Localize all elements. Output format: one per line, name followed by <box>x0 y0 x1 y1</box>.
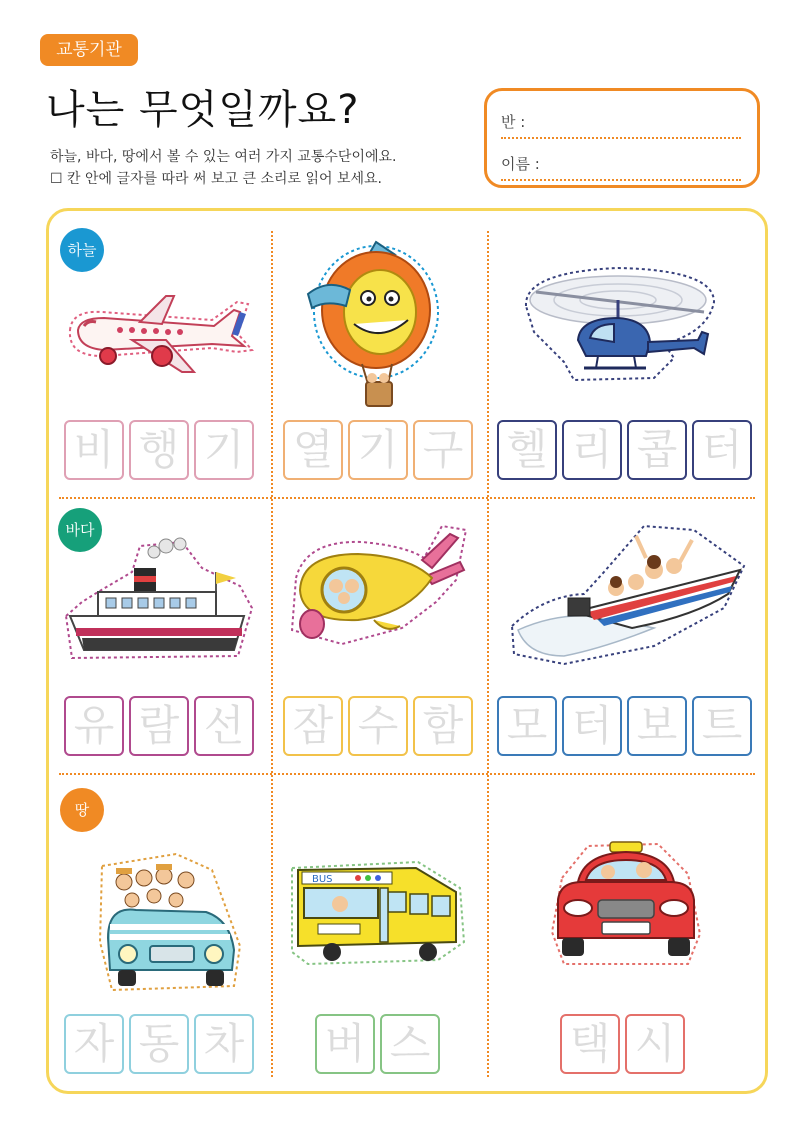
tracing-box[interactable]: 동 <box>129 1014 189 1074</box>
submarine-icon <box>282 520 474 656</box>
tracing-box[interactable]: 수 <box>348 696 408 756</box>
tracing-box[interactable]: 비 <box>64 420 124 480</box>
tracing-box[interactable]: 터 <box>692 420 752 480</box>
hot-air-balloon-icon <box>298 232 446 414</box>
tracing-boxes-airplane <box>64 420 254 480</box>
category-badge-land: 땅 <box>60 788 104 832</box>
category-badge-sky: 하늘 <box>60 228 104 272</box>
bus-icon <box>288 858 468 968</box>
tracing-boxes-cruise-ship <box>64 696 254 756</box>
tracing-boxes-taxi <box>560 1014 685 1074</box>
row-divider <box>59 773 755 775</box>
tracing-box[interactable]: 행 <box>129 420 189 480</box>
bus-destination-sign: BUS <box>312 874 333 885</box>
tracing-boxes-motorboat <box>497 696 752 756</box>
tracing-box[interactable]: 잠 <box>283 696 343 756</box>
motorboat-icon <box>504 516 748 668</box>
name-field[interactable]: 이름 : <box>501 149 741 181</box>
tracing-box[interactable]: 기 <box>348 420 408 480</box>
instruction-line-2: ☐ 칸 안에 글자를 따라 써 보고 큰 소리로 읽어 보세요. <box>50 171 382 187</box>
column-divider <box>487 231 489 1077</box>
tracing-box[interactable]: 택 <box>560 1014 620 1074</box>
tracing-box[interactable]: 콥 <box>627 420 687 480</box>
page-title: 나는 무엇일까요? <box>46 87 360 133</box>
tracing-box[interactable]: 버 <box>315 1014 375 1074</box>
tracing-box[interactable]: 스 <box>380 1014 440 1074</box>
category-badge-sea: 바다 <box>58 508 102 552</box>
tracing-box[interactable]: 리 <box>562 420 622 480</box>
tracing-box[interactable]: 자 <box>64 1014 124 1074</box>
tracing-boxes-balloon <box>283 420 473 480</box>
instruction-line-1: 하늘, 바다, 땅에서 볼 수 있는 여러 가지 교통수단이에요. <box>50 149 397 165</box>
tracing-box[interactable]: 트 <box>692 696 752 756</box>
class-field[interactable]: 반 : <box>501 107 741 139</box>
category-tag: 교통기관 <box>40 34 138 66</box>
tracing-box[interactable]: 열 <box>283 420 343 480</box>
tracing-box[interactable]: 기 <box>194 420 254 480</box>
tracing-box[interactable]: 선 <box>194 696 254 756</box>
tracing-box[interactable]: 보 <box>627 696 687 756</box>
name-box <box>484 88 760 188</box>
row-divider <box>59 497 755 499</box>
tracing-box[interactable]: 시 <box>625 1014 685 1074</box>
airplane-icon <box>62 290 258 386</box>
cruise-ship-icon <box>62 532 254 664</box>
tracing-box[interactable]: 차 <box>194 1014 254 1074</box>
tracing-box[interactable]: 모 <box>497 696 557 756</box>
tracing-box[interactable]: 터 <box>562 696 622 756</box>
tracing-box[interactable]: 구 <box>413 420 473 480</box>
tracing-boxes-helicopter <box>497 420 752 480</box>
taxi-icon <box>548 838 704 968</box>
tracing-boxes-car <box>64 1014 254 1074</box>
tracing-box[interactable]: 함 <box>413 696 473 756</box>
tracing-box[interactable]: 유 <box>64 696 124 756</box>
tracing-box[interactable]: 헬 <box>497 420 557 480</box>
helicopter-icon <box>514 262 724 388</box>
column-divider <box>271 231 273 1077</box>
tracing-boxes-submarine <box>283 696 473 756</box>
tracing-box[interactable]: 람 <box>129 696 189 756</box>
car-icon <box>96 850 246 996</box>
tracing-boxes-bus <box>315 1014 440 1074</box>
